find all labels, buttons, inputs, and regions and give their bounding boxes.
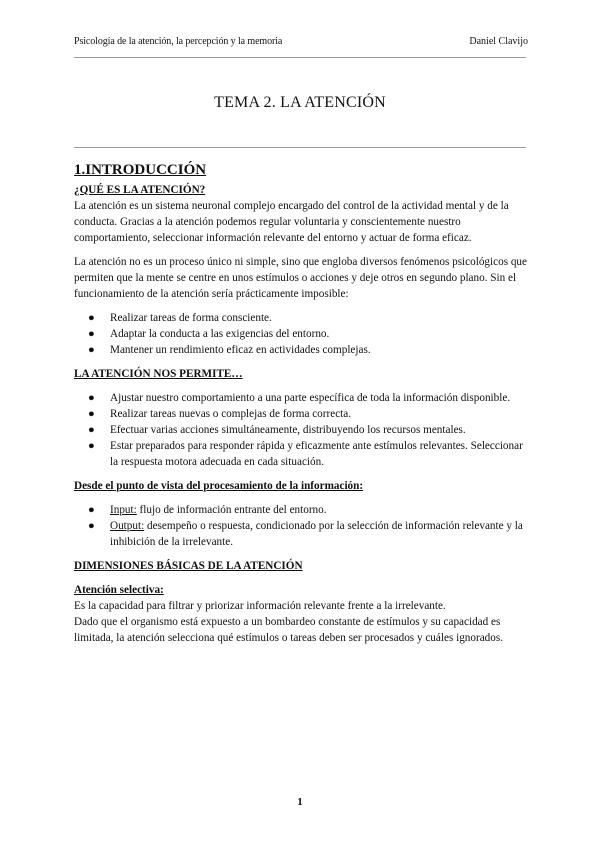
subheading-atencion-selectiva: Atención selectiva: [74, 584, 164, 596]
list-item: ● Mantener un rendimiento eficaz en actividades complejas. [88, 344, 371, 356]
list-item-input: ● Input: flujo de información entrante del entorno. [88, 504, 327, 516]
title-divider [74, 147, 526, 148]
section-heading-la-atencion-nos-permite: LA ATENCIÓN NOS PERMITE… [74, 368, 243, 380]
paragraph-definition: La atención es un sistema neuronal complejo encargado del control de la actividad mental y de la conducta. Gracias a la atención podemos regular voluntaria y conscientemente nuestro comportamiento, seleccionar información relevante del entorno y actuar de forma eficaz. [74, 200, 509, 244]
paragraph-atencion-selectiva-detail: Dado que el organismo está expuesto a un bombardeo constante de estímulos y su capacidad es limitada, la atención selecciona qué estímulos o tareas deben ser procesados y cuáles ignorados. [74, 616, 504, 644]
list-item: ● Adaptar la conducta a las exigencias del entorno. [88, 328, 330, 340]
section-heading-dimensiones-basicas: DIMENSIONES BÁSICAS DE LA ATENCIÓN [74, 560, 303, 572]
section-heading-procesamiento-informacion: Desde el punto de vista del procesamiento de la información: [74, 480, 364, 492]
document-body [74, 160, 530, 646]
bullet-icon: ● [88, 328, 95, 340]
header-divider [74, 57, 526, 58]
paragraph-not-simple: La atención no es un proceso único ni simple, sino que engloba diversos fenómenos psicológicos que permiten que la mente se centre en unos estímulos o acciones y deje otros en segundo plano. Sin el funcionamiento de la atención sería prácticamente imposible: [74, 256, 527, 300]
bullet-icon: ● [88, 392, 95, 404]
bullet-icon: ● [88, 440, 95, 452]
list-item-output: ● Output: desempeño o respuesta, condicionado por la selección de información relevante y la inhibición de la irrelevante. [88, 520, 523, 548]
list-item: ● Ajustar nuestro comportamiento a una parte específica de toda la información disponible. [88, 392, 511, 404]
page-title: TEMA 2. LA ATENCIÓN [214, 94, 386, 111]
running-header-title: Psicología de la atención, la percepción y la memoria [74, 36, 283, 47]
list-la-atencion-nos-permite [74, 390, 530, 470]
page-number: 1 [297, 796, 303, 808]
bullet-icon: ● [88, 504, 95, 516]
bullet-icon: ● [88, 408, 95, 420]
section-heading-introduccion: 1.INTRODUCCIÓN [74, 162, 207, 178]
list-item: ● Realizar tareas de forma consciente. [88, 312, 272, 324]
term-input: Input: [110, 504, 137, 516]
running-header-author: Daniel Clavijo [469, 36, 528, 47]
list-item: ● Efectuar varias acciones simultáneamente, distribuyendo los recursos mentales. [88, 424, 466, 436]
bullet-icon: ● [88, 312, 95, 324]
list-item: ● Estar preparados para responder rápida y eficazmente ante estímulos relevantes. Seleccionar la respuesta motora adecuada en cada situación. [88, 440, 523, 468]
paragraph-atencion-selectiva-def: Es la capacidad para filtrar y priorizar información relevante frente a la irrelevante. [74, 600, 446, 612]
bullet-icon: ● [88, 520, 95, 532]
list-procesamiento [74, 502, 530, 550]
list-item: ● Realizar tareas nuevas o complejas de forma correcta. [88, 408, 352, 420]
bullet-icon: ● [88, 344, 95, 356]
bullet-icon: ● [88, 424, 95, 436]
list-imposible-sin-atencion [74, 310, 530, 358]
term-output: Output: [110, 520, 145, 532]
subheading-que-es-la-atencion: ¿QUÉ ES LA ATENCIÓN? [74, 184, 206, 196]
